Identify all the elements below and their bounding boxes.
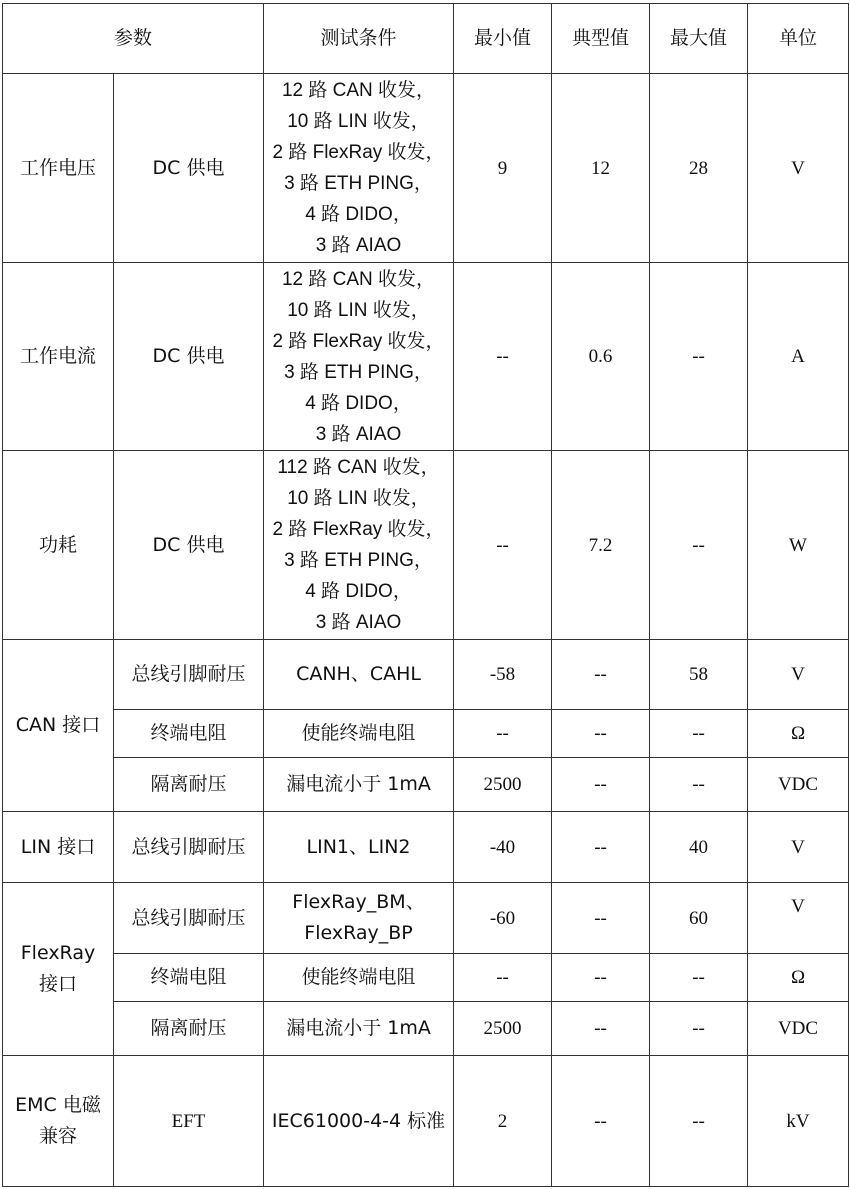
can-interface-label: CAN 接口	[3, 640, 114, 812]
sub-param-cell: DC 供电	[114, 74, 264, 263]
max-cell: --	[650, 1002, 748, 1056]
header-min: 最小值	[454, 4, 552, 74]
typ-cell: --	[552, 1002, 650, 1056]
typ-cell: --	[552, 1056, 650, 1187]
cond-line: 10 路 LIN 收发，	[287, 111, 430, 132]
min-cell: 9	[454, 74, 552, 263]
min-cell: -40	[454, 812, 552, 883]
cond-line: 2 路 FlexRay 收发，	[272, 142, 445, 163]
sub-param-cell: 总线引脚耐压	[114, 640, 264, 710]
sub-param-cell: 隔离耐压	[114, 758, 264, 812]
cond-line: 4 路 DIDO，	[305, 204, 412, 225]
table-row	[3, 451, 849, 640]
header-cond: 测试条件	[264, 4, 454, 74]
unit-cell: Ω	[748, 954, 849, 1002]
min-cell: --	[454, 710, 552, 758]
unit-cell: kV	[748, 1056, 849, 1187]
cond-line: 12 路 CAN 收发，	[281, 268, 436, 290]
typ-cell: --	[552, 640, 650, 710]
max-cell: --	[650, 1056, 748, 1187]
max-cell: --	[650, 451, 748, 640]
table-row	[3, 812, 849, 883]
typ-cell: 12	[552, 74, 650, 263]
unit-cell: V	[748, 74, 849, 263]
header-max: 最大值	[650, 4, 748, 74]
cond-line: 4 路 DIDO，	[305, 581, 412, 602]
label-line: FlexRay	[20, 942, 96, 964]
min-cell: --	[454, 954, 552, 1002]
table-row	[3, 1056, 849, 1187]
unit-cell: V	[748, 812, 849, 883]
sub-param-cell: DC 供电	[114, 451, 264, 640]
max-cell: 60	[650, 883, 748, 954]
typ-cell: 7.2	[552, 451, 650, 640]
min-cell: -60	[454, 883, 552, 954]
min-cell: 2	[454, 1056, 552, 1187]
cond-line: 3 路 AIAO	[315, 235, 402, 256]
cond-line: 2 路 FlexRay 收发，	[272, 519, 445, 540]
header-row	[3, 4, 849, 74]
table-row	[3, 1002, 849, 1056]
min-cell: --	[454, 451, 552, 640]
min-cell: --	[454, 263, 552, 451]
unit-cell: V	[748, 883, 849, 954]
cond-cell: 使能终端电阻	[264, 710, 454, 758]
cond-line: 3 路 ETH PING，	[284, 550, 433, 571]
max-cell: 58	[650, 640, 748, 710]
cond-line: 3 路 AIAO	[315, 423, 402, 445]
cond-cell	[264, 263, 454, 451]
cond-line: 3 路 ETH PING，	[284, 173, 433, 194]
unit-cell: V	[748, 640, 849, 710]
sub-param-cell: DC 供电	[114, 263, 264, 451]
unit-cell: VDC	[748, 758, 849, 812]
sub-param-cell: 总线引脚耐压	[114, 812, 264, 883]
header-param: 参数	[3, 4, 264, 74]
label-line: EMC 电磁	[15, 1094, 101, 1116]
table-row	[3, 883, 849, 954]
min-cell: 2500	[454, 1002, 552, 1056]
table-row	[3, 263, 849, 451]
sub-param-cell: 终端电阻	[114, 710, 264, 758]
spec-table	[2, 3, 849, 1187]
unit-cell: VDC	[748, 1002, 849, 1056]
cond-cell: LIN1、LIN2	[264, 812, 454, 883]
typ-cell: --	[552, 812, 650, 883]
table-row	[3, 710, 849, 758]
table-row	[3, 74, 849, 263]
typ-cell: --	[552, 758, 650, 812]
cond-cell	[264, 74, 454, 263]
cond-line: 12 路 CAN 收发，	[281, 80, 436, 101]
typ-cell: --	[552, 710, 650, 758]
table-row	[3, 758, 849, 812]
unit-cell: W	[748, 451, 849, 640]
cond-cell	[264, 883, 454, 954]
max-cell: --	[650, 710, 748, 758]
table-row	[3, 954, 849, 1002]
lin-interface-label: LIN 接口	[3, 812, 114, 883]
max-cell: 28	[650, 74, 748, 263]
max-cell: --	[650, 263, 748, 451]
cond-cell: 使能终端电阻	[264, 954, 454, 1002]
sub-param-cell: 隔离耐压	[114, 1002, 264, 1056]
header-typ: 典型值	[552, 4, 650, 74]
cond-line: 2 路 FlexRay 收发，	[272, 330, 445, 352]
cond-line: 4 路 DIDO，	[305, 392, 412, 414]
unit-cell: A	[748, 263, 849, 451]
max-cell: --	[650, 954, 748, 1002]
cond-line: FlexRay_BM、	[292, 891, 425, 913]
emc-label	[3, 1056, 114, 1187]
typ-cell: 0.6	[552, 263, 650, 451]
cond-cell: IEC61000-4-4 标准	[264, 1056, 454, 1187]
param-cell: 工作电压	[3, 74, 114, 263]
cond-line: 10 路 LIN 收发，	[287, 488, 430, 509]
param-cell: 功耗	[3, 451, 114, 640]
max-cell: 40	[650, 812, 748, 883]
param-cell: 工作电流	[3, 263, 114, 451]
sub-param-cell: EFT	[114, 1056, 264, 1187]
unit-cell: Ω	[748, 710, 849, 758]
sub-param-cell: 总线引脚耐压	[114, 883, 264, 954]
cond-cell: 漏电流小于 1mA	[264, 758, 454, 812]
min-cell: 2500	[454, 758, 552, 812]
flexray-interface-label	[3, 883, 114, 1056]
sub-param-cell: 终端电阻	[114, 954, 264, 1002]
cond-cell: 漏电流小于 1mA	[264, 1002, 454, 1056]
cond-line: 112 路 CAN 收发，	[277, 457, 440, 478]
cond-line: 10 路 LIN 收发，	[287, 299, 430, 321]
label-line: 兼容	[38, 1125, 77, 1147]
table-row	[3, 640, 849, 710]
header-unit: 单位	[748, 4, 849, 74]
cond-line: 3 路 AIAO	[315, 612, 402, 633]
label-line: 接口	[38, 973, 77, 995]
typ-cell: --	[552, 954, 650, 1002]
cond-cell	[264, 451, 454, 640]
cond-line: 3 路 ETH PING，	[284, 361, 433, 383]
max-cell: --	[650, 758, 748, 812]
min-cell: -58	[454, 640, 552, 710]
cond-cell: CANH、CAHL	[264, 640, 454, 710]
typ-cell: --	[552, 883, 650, 954]
cond-line: FlexRay_BP	[304, 922, 413, 944]
